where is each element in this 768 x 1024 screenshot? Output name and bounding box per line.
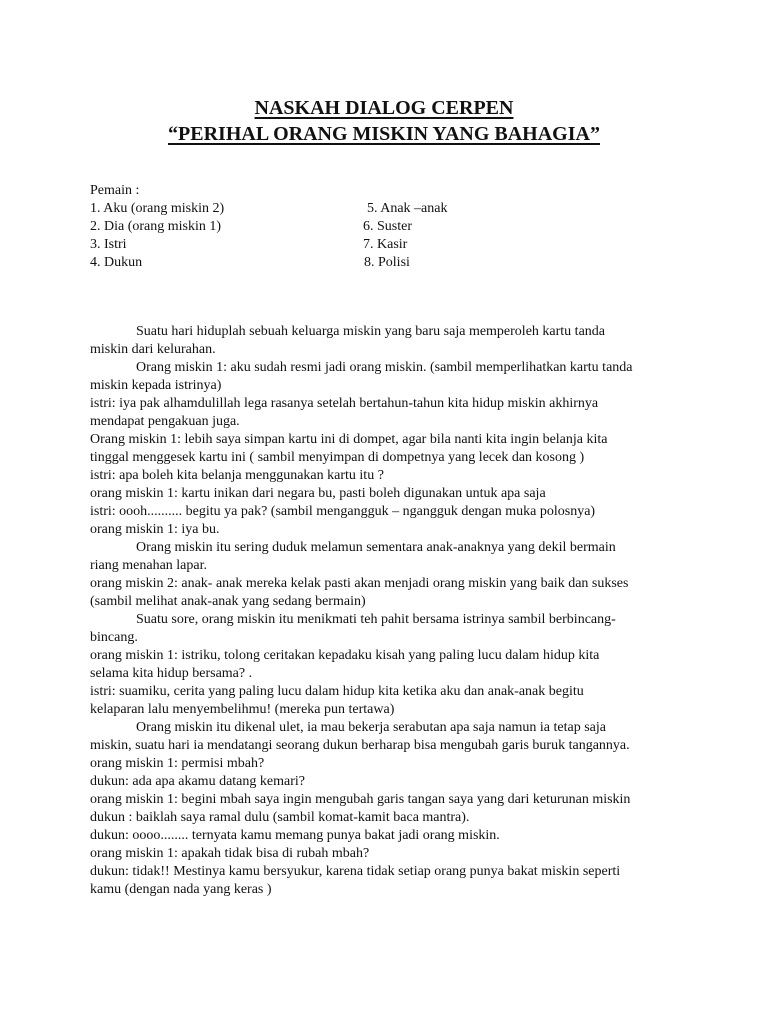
story-line: riang menahan lapar. [90,558,208,573]
story-line: miskin kepada istrinya) [90,378,222,393]
story-body [90,323,690,899]
cast-item-6: 6. Suster [363,219,412,234]
story-line: dukun: ada apa akamu datang kemari? [90,774,305,789]
cast-item-4: 4. Dukun [90,255,143,270]
story-line: Orang miskin itu dikenal ulet, ia mau bekerja serabutan apa saja namun ia tetap saja [136,720,606,735]
story-line: orang miskin 1: iya bu. [90,522,220,537]
story-line: Orang miskin itu sering duduk melamun sementara anak-anaknya yang dekil bermain [136,540,616,555]
story-line: Suatu sore, orang miskin itu menikmati teh pahit bersama istrinya sambil berbincang- [136,612,616,627]
story-line: Orang miskin 1: lebih saya simpan kartu ini di dompet, agar bila nanti kita ingin belanja kita [90,432,608,447]
cast-item-5: 5. Anak –anak [367,201,448,216]
cast-item-3: 3. Istri [90,237,127,252]
cast-label: Pemain : [90,183,140,198]
story-line: Suatu hari hiduplah sebuah keluarga miskin yang baru saja memperoleh kartu tanda [136,324,605,339]
cast-item-8: 8. Polisi [364,255,410,270]
cast-item-2: 2. Dia (orang miskin 1) [90,219,222,234]
story-line: dukun : baiklah saya ramal dulu (sambil komat-kamit baca mantra). [90,810,470,825]
document-title-line-1: NASKAH DIALOG CERPEN [254,97,514,119]
cast-item-7: 7. Kasir [363,237,408,252]
story-line: orang miskin 1: begini mbah saya ingin mengubah garis tangan saya yang dari keturunan miskin [90,792,631,807]
cast-item-1: 1. Aku (orang miskin 2) [90,201,225,216]
story-line: kamu (dengan nada yang keras ) [90,882,272,897]
story-line: dukun: tidak!! Mestinya kamu bersyukur, karena tidak setiap orang punya bakat miskin seperti [90,864,621,879]
story-line: dukun: oooo........ ternyata kamu memang punya bakat jadi orang miskin. [90,828,500,843]
story-line: orang miskin 1: kartu inikan dari negara bu, pasti boleh digunakan untuk apa saja [90,486,546,501]
story-line: miskin, suatu hari ia mendatangi seorang dukun berharap bisa mengubah garis buruk tangannya. [90,738,630,753]
story-line: orang miskin 2: anak- anak mereka kelak pasti akan menjadi orang miskin yang baik dan sukses [90,576,629,591]
story-line: istri: oooh.......... begitu ya pak? (sambil mengangguk – ngangguk dengan muka polosnya) [90,504,596,519]
story-line: istri: apa boleh kita belanja menggunakan kartu itu ? [90,468,384,483]
story-line: tinggal menggesek kartu ini ( sambil menyimpan di dompetnya yang lecek dan kosong ) [90,450,585,465]
story-line: istri: suamiku, cerita yang paling lucu dalam hidup kita ketika aku dan anak-anak begitu [90,684,584,699]
story-line: kelaparan lalu menyembelihmu! (mereka pun tertawa) [90,702,395,717]
story-line: istri: iya pak alhamdulillah lega rasanya setelah bertahun-tahun kita hidup miskin akhirnya [90,396,599,411]
story-line: miskin dari kelurahan. [90,342,216,357]
story-line: selama kita hidup bersama? . [90,666,253,681]
document-title-line-2: “PERIHAL ORANG MISKIN YANG BAHAGIA” [168,123,600,145]
story-line: bincang. [90,630,138,645]
story-line: orang miskin 1: apakah tidak bisa di rubah mbah? [90,846,370,861]
story-line: mendapat pengakuan juga. [90,414,240,429]
story-line: Orang miskin 1: aku sudah resmi jadi orang miskin. (sambil memperlihatkan kartu tanda [136,360,633,375]
story-line: orang miskin 1: permisi mbah? [90,756,265,771]
story-line: orang miskin 1: istriku, tolong ceritakan kepadaku kisah yang paling lucu dalam hidup kita [90,648,600,663]
story-line: (sambil melihat anak-anak yang sedang bermain) [90,594,366,609]
